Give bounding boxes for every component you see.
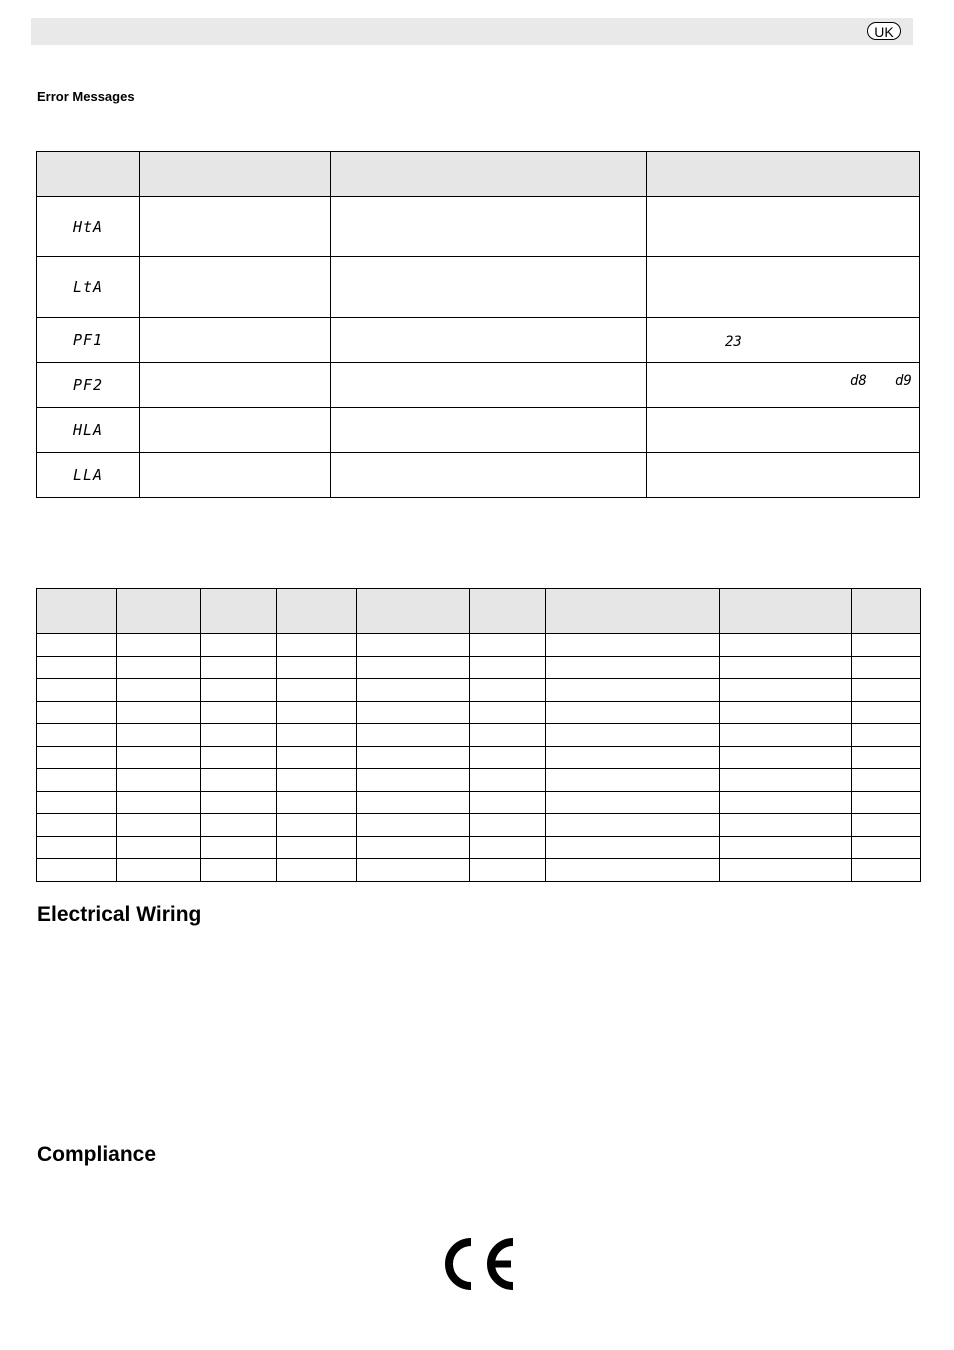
header-cell	[140, 152, 331, 197]
grid-row	[37, 769, 921, 792]
grid-cell	[470, 859, 546, 882]
grid-cell	[277, 814, 357, 837]
grid-cell	[720, 859, 852, 882]
grid-cell	[201, 701, 277, 724]
grid-cell	[201, 656, 277, 679]
grid-cell	[720, 836, 852, 859]
table-cell	[140, 197, 331, 257]
table-cell	[140, 363, 331, 408]
error-code: PF1	[37, 318, 140, 363]
section-title-error-messages: Error Messages	[37, 89, 135, 104]
grid-cell	[470, 589, 546, 634]
grid-cell	[470, 836, 546, 859]
error-messages-table	[36, 151, 920, 498]
error-code: HLA	[37, 408, 140, 453]
grid-cell	[277, 634, 357, 657]
grid-cell	[117, 656, 201, 679]
grid-row	[37, 859, 921, 882]
grid-cell	[546, 656, 720, 679]
grid-cell	[37, 589, 117, 634]
grid-cell	[852, 791, 921, 814]
grid-cell	[470, 656, 546, 679]
grid-cell	[546, 701, 720, 724]
grid-cell	[37, 859, 117, 882]
grid-cell	[37, 679, 117, 702]
remedy-cell	[647, 318, 920, 363]
grid-cell	[546, 769, 720, 792]
grid-cell	[37, 656, 117, 679]
heading-compliance: Compliance	[37, 1143, 157, 1166]
grid-cell	[470, 724, 546, 747]
parameter-code: d9	[895, 373, 912, 389]
grid-cell	[357, 859, 470, 882]
grid-row	[37, 814, 921, 837]
grid-cell	[357, 791, 470, 814]
grid-cell	[277, 746, 357, 769]
header-cell	[331, 152, 647, 197]
grid-cell	[720, 724, 852, 747]
grid-cell	[37, 701, 117, 724]
grid-cell	[201, 634, 277, 657]
table-cell	[647, 197, 920, 257]
table-cell	[140, 408, 331, 453]
grid-cell	[201, 589, 277, 634]
grid-cell	[852, 634, 921, 657]
grid-cell	[852, 656, 921, 679]
grid-cell	[357, 746, 470, 769]
grid-cell	[470, 701, 546, 724]
grid-cell	[357, 769, 470, 792]
grid-cell	[852, 836, 921, 859]
grid-row	[37, 701, 921, 724]
table-row	[37, 363, 920, 408]
grid-cell	[117, 814, 201, 837]
table-cell	[331, 408, 647, 453]
grid-cell	[852, 589, 921, 634]
grid-cell	[201, 791, 277, 814]
table-cell	[140, 453, 331, 498]
heading-electrical-wiring: Electrical Wiring	[37, 903, 202, 926]
grid-cell	[277, 701, 357, 724]
grid-cell	[470, 769, 546, 792]
parameter-code: 23	[725, 334, 742, 350]
grid-cell	[357, 589, 470, 634]
grid-cell	[470, 679, 546, 702]
grid-cell	[720, 589, 852, 634]
table-cell	[331, 363, 647, 408]
grid-cell	[277, 679, 357, 702]
grid-cell	[357, 679, 470, 702]
grid-cell	[117, 859, 201, 882]
grid-row	[37, 791, 921, 814]
grid-cell	[546, 634, 720, 657]
grid-cell	[37, 724, 117, 747]
grid-cell	[117, 634, 201, 657]
grid-header-row	[37, 589, 921, 634]
table-row	[37, 318, 920, 363]
grid-cell	[201, 859, 277, 882]
table-cell	[140, 318, 331, 363]
error-code: LLA	[37, 453, 140, 498]
table-cell	[331, 197, 647, 257]
ce-mark-icon	[433, 1236, 517, 1292]
grid-cell	[546, 724, 720, 747]
header-cell	[647, 152, 920, 197]
remedy-cell	[647, 363, 920, 408]
error-code: PF2	[37, 363, 140, 408]
grid-cell	[852, 769, 921, 792]
grid-row	[37, 836, 921, 859]
error-code: LtA	[37, 257, 140, 318]
grid-cell	[546, 589, 720, 634]
grid-cell	[277, 859, 357, 882]
grid-body	[37, 589, 921, 882]
language-badge: UK	[867, 22, 901, 40]
table-cell	[140, 257, 331, 318]
table-cell	[647, 257, 920, 318]
grid-cell	[720, 791, 852, 814]
table-cell	[331, 318, 647, 363]
error-code: HtA	[37, 197, 140, 257]
grid-cell	[277, 656, 357, 679]
grid-cell	[277, 769, 357, 792]
grid-cell	[470, 814, 546, 837]
grid-cell	[117, 701, 201, 724]
grid-cell	[117, 589, 201, 634]
grid-cell	[357, 724, 470, 747]
grid-row	[37, 679, 921, 702]
grid-cell	[117, 746, 201, 769]
grid-cell	[37, 836, 117, 859]
table-row	[37, 408, 920, 453]
table-cell	[331, 257, 647, 318]
grid-cell	[720, 656, 852, 679]
grid-cell	[357, 836, 470, 859]
grid-cell	[546, 859, 720, 882]
grid-row	[37, 634, 921, 657]
grid-cell	[117, 791, 201, 814]
parameter-grid-table	[36, 588, 921, 882]
grid-cell	[117, 679, 201, 702]
grid-cell	[546, 814, 720, 837]
grid-cell	[201, 724, 277, 747]
grid-cell	[470, 746, 546, 769]
grid-cell	[720, 679, 852, 702]
grid-cell	[720, 769, 852, 792]
table-row	[37, 453, 920, 498]
grid-cell	[546, 679, 720, 702]
grid-cell	[201, 769, 277, 792]
grid-cell	[720, 814, 852, 837]
grid-cell	[470, 634, 546, 657]
grid-cell	[357, 814, 470, 837]
grid-cell	[357, 701, 470, 724]
table-cell	[647, 408, 920, 453]
grid-cell	[546, 791, 720, 814]
table-row	[37, 257, 920, 318]
table-row	[37, 197, 920, 257]
grid-cell	[37, 746, 117, 769]
grid-cell	[277, 724, 357, 747]
grid-cell	[852, 679, 921, 702]
grid-cell	[277, 589, 357, 634]
grid-cell	[117, 769, 201, 792]
grid-cell	[117, 836, 201, 859]
grid-cell	[37, 634, 117, 657]
grid-cell	[37, 791, 117, 814]
grid-cell	[117, 724, 201, 747]
grid-cell	[201, 679, 277, 702]
grid-cell	[852, 701, 921, 724]
grid-cell	[852, 724, 921, 747]
grid-row	[37, 724, 921, 747]
grid-cell	[201, 814, 277, 837]
grid-cell	[720, 746, 852, 769]
grid-cell	[357, 634, 470, 657]
grid-cell	[37, 769, 117, 792]
grid-row	[37, 656, 921, 679]
grid-cell	[201, 836, 277, 859]
grid-cell	[277, 836, 357, 859]
grid-cell	[277, 791, 357, 814]
top-bar	[31, 18, 913, 45]
grid-cell	[852, 859, 921, 882]
grid-row	[37, 746, 921, 769]
grid-cell	[357, 656, 470, 679]
grid-cell	[470, 791, 546, 814]
grid-cell	[37, 814, 117, 837]
table-cell	[647, 453, 920, 498]
table-header-row	[37, 152, 920, 197]
table-cell	[331, 453, 647, 498]
grid-cell	[546, 746, 720, 769]
grid-cell	[852, 746, 921, 769]
grid-cell	[546, 836, 720, 859]
grid-cell	[852, 814, 921, 837]
parameter-code: d8	[850, 373, 867, 389]
header-cell	[37, 152, 140, 197]
grid-cell	[201, 746, 277, 769]
grid-cell	[720, 701, 852, 724]
grid-cell	[720, 634, 852, 657]
